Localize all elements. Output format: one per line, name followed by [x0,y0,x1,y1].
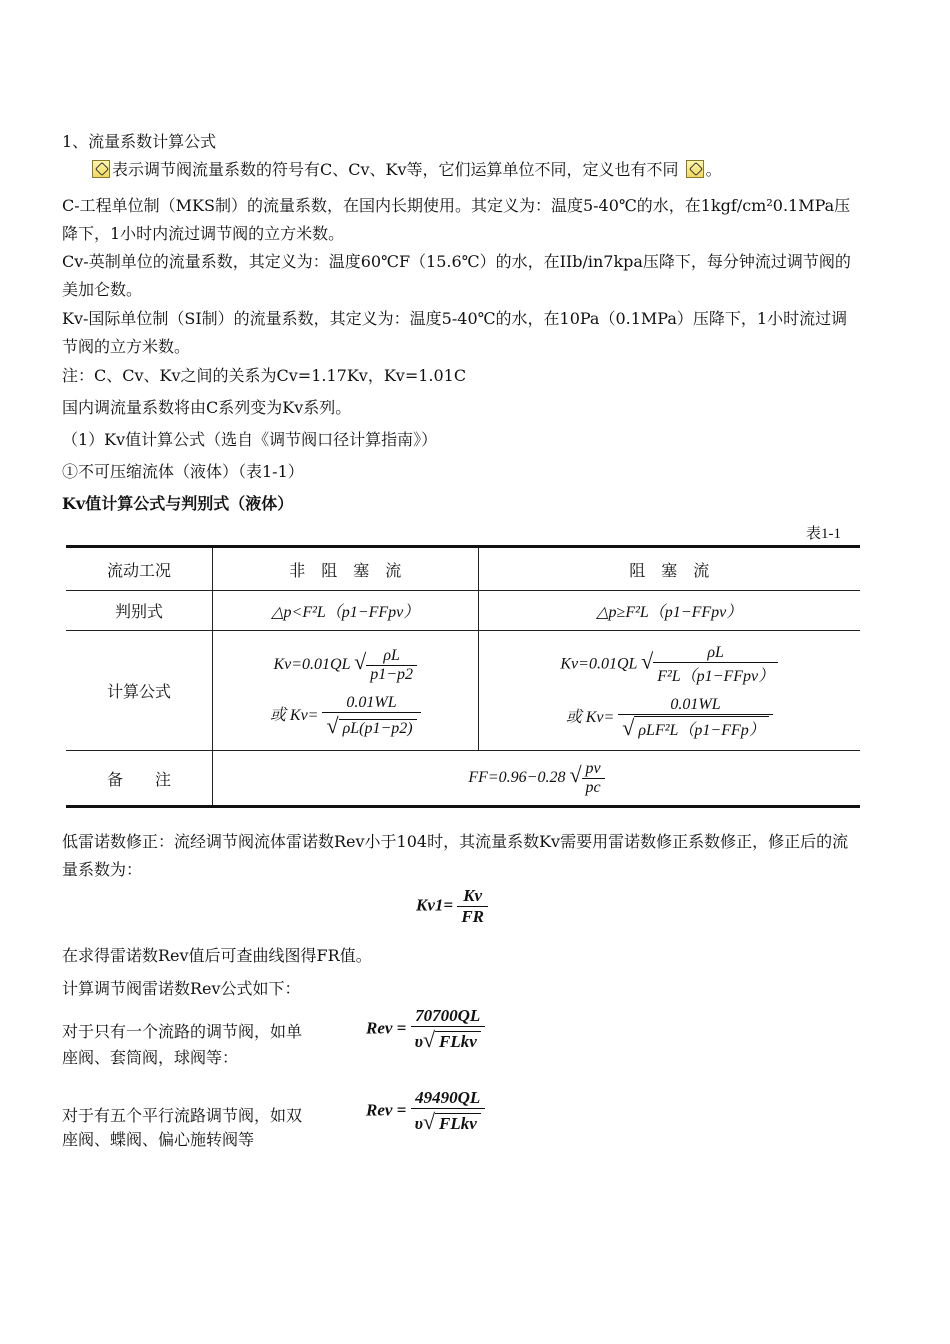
sqrt-symbol: √ [326,712,339,738]
criterion-choked: △p≥F²L（p1−FFpv） [478,591,860,631]
five-path-text-2: 座阀、蝶阀、偏心施转阀等 [62,1130,255,1149]
criterion-nonchoked: △p<F²L（p1−FFpv） [213,591,479,631]
formula-choked-2: 或 Kv= 0.01WL √ ρLF²L（p1−FFp） [479,696,861,741]
table-row-criterion [66,591,860,631]
kv1-equation: Kv1= $\frac{Kv}{FR}$ [416,886,488,927]
intro-paragraph: 表示调节阀流量系数的符号有C、Cv、Kv等，它们运算单位不同，定义也有不同 。 [90,156,722,184]
note-formula: FF=0.96−0.28 √ $\frac{pv}{pc}$ [213,751,861,807]
row-label-note: 备 注 [66,751,213,807]
definition-c: C-工程单位制（MKS制）的流量系数，在国内长期使用。其定义为：温度5-40℃的水，在1kgf/cm²0.1MPa压降下，1小时内流过调节阀的立方米数。 [62,196,851,243]
subsection-kv: （1）Kv值计算公式（选自《调节阀口径计算指南》） [62,430,438,449]
low-reynolds-paragraph: 低雷诺数修正：流经调节阀流体雷诺数Rev小于104时，其流量系数Kv需要用雷诺数修正系数修正，修正后的流量系数为： [62,832,849,879]
sqrt-symbol: √ [422,1109,436,1134]
sqrt-symbol: √ [641,648,654,674]
formula-nonchoked-2: 或 Kv= $\frac{0.01WL}{√ \rho L(p1-p2)}$ [213,694,478,739]
fr-lookup-text: 在求得雷诺数Rev值后可查曲线图得FR值。 [62,946,372,965]
section-heading: 1、流量系数计算公式 [62,132,217,151]
header-choked: 阻 塞 流 [478,547,860,591]
definition-kv: Kv-国际单位制（SI制）的流量系数，其定义为：温度5-40℃的水，在10Pa（0.1MPa）压降下，1小时流过调节阀的立方米数。 [62,309,848,356]
intro-text: 表示调节阀流量系数的符号有C、Cv、Kv等，它们运算单位不同，定义也有不同 [112,160,679,179]
table-row-formula [66,631,860,751]
table-caption: 表1-1 [806,526,841,542]
subsection-liquid: ①不可压缩流体（液体）（表1-1） [62,462,304,481]
formula-choked [478,631,860,751]
sqrt-symbol: √ [569,761,582,787]
sqrt-symbol: √ [422,1027,436,1052]
edit-icon[interactable] [686,160,704,178]
header-flow: 流动工况 [66,547,213,591]
rev-formula-intro: 计算调节阀雷诺数Rev公式如下： [62,979,301,998]
formula-nonchoked [213,631,479,751]
row-label-formula: 计算公式 [66,631,213,751]
kv-formula-table [66,545,860,808]
rev-equation-five: Rev = 49490QL υ√ FLkv [366,1088,485,1135]
sqrt-symbol: √ [354,648,367,674]
table-title: Kv值计算公式与判别式（液体） [62,494,294,513]
single-path-text-1: 对于只有一个流路的调节阀，如单 [62,1022,303,1041]
formula-nonchoked-1: Kv=0.01QL √ $\frac{\rho L}{p1-p2}$ [213,647,478,684]
sqrt-symbol: √ [622,715,635,740]
relation-note: 注：C、Cv、Kv之间的关系为Cv=1.17Kv，Kv=1.01C [62,366,467,385]
single-path-text-2: 座阀、套筒阀，球阀等： [62,1048,239,1067]
formula-choked-1: Kv=0.01QL √ ρL F²L（p1−FFpv） [479,644,861,686]
rev-equation-single: Rev = 70700QL υ√ FLkv [366,1006,485,1053]
definition-cv: Cv-英制单位的流量系数，其定义为：温度60℃F（15.6℃）的水，在IIb/in7kpa压降下，每分钟流过调节阀的美加仑数。 [62,252,851,299]
edit-icon[interactable] [92,160,110,178]
five-path-text-1: 对于有五个平行流路调节阀，如双 [62,1106,303,1125]
row-label-criterion: 判别式 [66,591,213,631]
domestic-note: 国内调流量系数将由C系列变为Kv系列。 [62,398,352,417]
table-row-note [66,751,860,807]
header-nonchoked: 非 阻 塞 流 [213,547,479,591]
table-header-row [66,547,860,591]
